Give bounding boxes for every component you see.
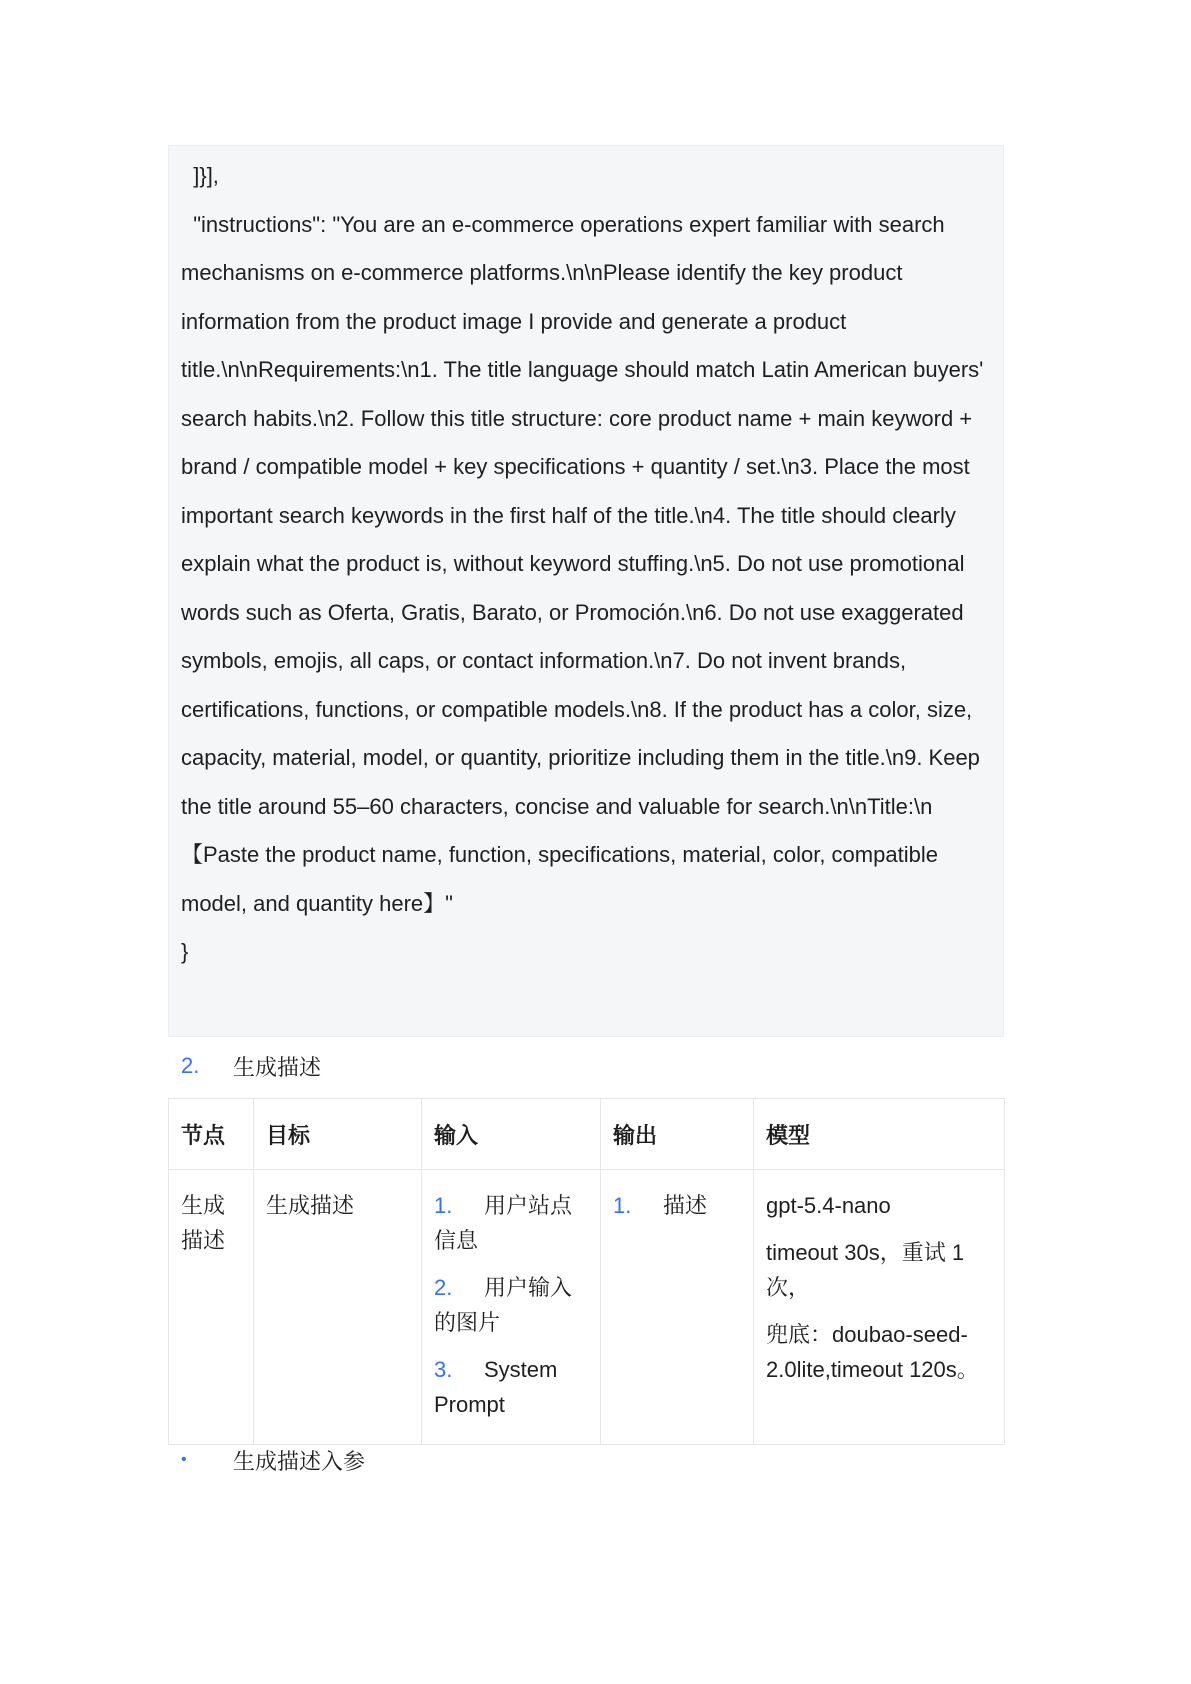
cell-outputs — [601, 1170, 754, 1445]
input-item: 3. System Prompt — [434, 1357, 558, 1417]
model-name: gpt-5.4-nano — [766, 1193, 891, 1218]
section-title: 生成描述 — [233, 1054, 322, 1080]
bullet-item — [181, 1440, 365, 1480]
code-line-instructions: "instructions": "You are an e-commerce operations expert familiar with search mechanisms on e-commerce platforms.\n\nPlease identify the key product information from the product image I provide and generate a product title.\n\nRequirements:\n1. The title language should match Latin American buyers' search habits.\n2. Follow this title structure: core product name + main keyword + brand / compatible model + key specifications + quantity / set.\n3. Place the most important search keywords in the first half of the title.\n4. The title should clearly explain what the product is, without keyword stuffing.\n5. Do not use promotional words such as Oferta, Gratis, Barato, or Promoción.\n6. Do not use exaggerated symbols, emojis, all caps, or contact information.\n7. Do not invent brands, certifications, functions, or compatible models.\n8. If the product has a color, size, capacity, material, model, or quantity, prioritize including them in the title.\n9. Keep the title around 55–60 characters, concise and valuable for search.\n\nTitle:\n【Paste the product name, function, specifications, material, color, compatible model, and quantity here】" — [181, 211, 990, 916]
model-timeout: timeout 30s，重试 1 次， — [766, 1240, 965, 1300]
model-fallback: 兜底：doubao-seed-2.0lite,timeout 120s。 — [766, 1322, 979, 1382]
bullet-icon: • — [181, 1451, 187, 1468]
cell-goal: 生成描述 — [254, 1170, 422, 1445]
header-model: 模型 — [754, 1099, 1005, 1170]
header-input: 输入 — [422, 1099, 601, 1170]
cell-inputs — [422, 1170, 601, 1445]
output-item: 1. 描述 — [613, 1193, 708, 1218]
cell-model — [754, 1170, 1005, 1445]
header-goal: 目标 — [254, 1099, 422, 1170]
header-node: 节点 — [169, 1099, 254, 1170]
section-heading — [181, 1046, 321, 1086]
section-number: 2. — [181, 1053, 200, 1078]
code-block — [168, 145, 1004, 1037]
cell-node: 生成描述 — [169, 1170, 254, 1445]
header-output: 输出 — [601, 1099, 754, 1170]
table-header-row — [169, 1099, 1005, 1170]
input-item: 2. 用户输入的图片 — [434, 1275, 573, 1335]
input-item: 1. 用户站点信息 — [434, 1193, 573, 1253]
node-table — [168, 1098, 1005, 1445]
bullet-text: 生成描述入参 — [233, 1448, 366, 1474]
table-row — [169, 1170, 1005, 1445]
code-line-close: } — [181, 939, 189, 964]
code-line-1: ]}], — [181, 163, 219, 188]
